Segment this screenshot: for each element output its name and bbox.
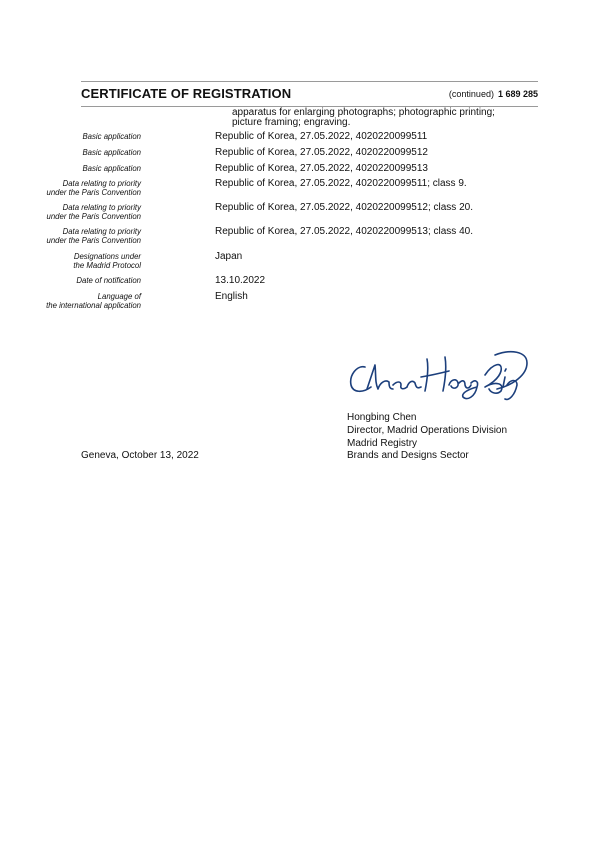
row-label-line: Basic application: [82, 132, 141, 141]
row-label-line: the international application: [46, 301, 141, 310]
place-and-date: Geneva, October 13, 2022: [81, 450, 199, 461]
continued-label: (continued): [448, 89, 494, 99]
row-label: [0, 164, 141, 173]
row-label-line: Data relating to priority: [62, 203, 141, 212]
row-value: Japan: [215, 251, 243, 262]
row-value: English: [215, 291, 248, 302]
row-label: [0, 276, 141, 285]
registration-number: 1 689 285: [497, 89, 538, 99]
row-label-line: Basic application: [82, 164, 141, 173]
row-label: [0, 227, 141, 245]
row-label: [0, 292, 141, 310]
row-label-line: Date of notification: [76, 276, 141, 285]
row-label-line: under the Paris Convention: [46, 236, 141, 245]
row-value: Republic of Korea, 27.05.2022, 4020220099511: [215, 131, 428, 142]
signer-title: Director, Madrid Operations Division: [347, 424, 508, 436]
row-label-line: Data relating to priority: [62, 179, 141, 188]
row-label-line: Designations under: [73, 252, 141, 261]
row-label: [0, 179, 141, 197]
certificate-title: CERTIFICATE OF REGISTRATION: [81, 86, 292, 101]
row-value: Republic of Korea, 27.05.2022, 4020220099513: [215, 163, 428, 174]
row-value: 13.10.2022: [215, 275, 266, 286]
row-label-line: Data relating to priority: [62, 227, 141, 236]
row-value: Republic of Korea, 27.05.2022, 4020220099511; class 9.: [215, 178, 467, 189]
row-value: Republic of Korea, 27.05.2022, 4020220099512; class 20.: [215, 202, 473, 213]
continuation-line: apparatus for enlarging photographs; photographic printing;: [232, 107, 495, 118]
row-value: Republic of Korea, 27.05.2022, 4020220099512: [215, 147, 428, 158]
row-value: Republic of Korea, 27.05.2022, 4020220099513; class 40.: [215, 226, 473, 237]
handwritten-signature: [345, 345, 530, 403]
signer-block: [347, 412, 507, 463]
certificate-header: [81, 81, 538, 107]
signer-sector: Brands and Designs Sector: [347, 450, 469, 462]
row-label-line: Basic application: [82, 148, 141, 157]
signer-organization: Madrid Registry: [347, 437, 418, 449]
goods-continuation: [232, 108, 538, 127]
row-label: [0, 132, 141, 141]
row-label: [0, 148, 141, 157]
row-label-line: under the Paris Convention: [46, 212, 141, 221]
signer-name: Hongbing Chen: [347, 412, 417, 423]
row-label: [0, 203, 141, 221]
row-label-line: the Madrid Protocol: [73, 261, 141, 270]
continuation-line: picture framing; engraving.: [232, 116, 351, 128]
row-label: [0, 252, 141, 270]
row-label-line: Language of: [97, 292, 141, 301]
continued-number: [449, 89, 538, 99]
row-label-line: under the Paris Convention: [46, 188, 141, 197]
